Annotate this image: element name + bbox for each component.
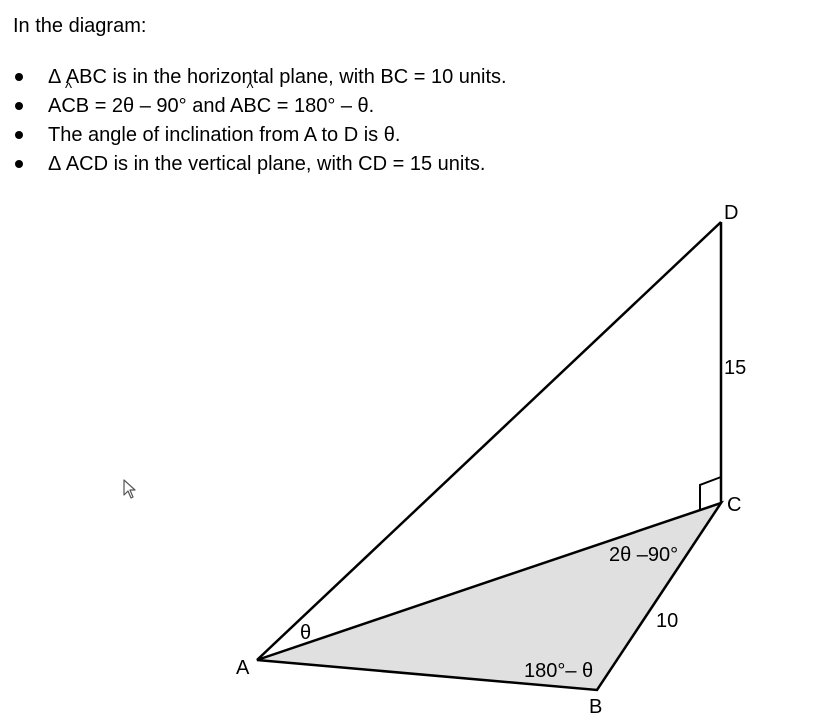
label-angle-theta: θ	[300, 622, 312, 644]
label-vertex-a: A	[236, 657, 250, 679]
label-cd-length: 15	[724, 357, 747, 379]
label-bc-length: 10	[656, 610, 679, 632]
given-text-part: A	[48, 95, 62, 117]
given-text: Δ ABC is in the horizontal plane, with BC = 10 units.	[48, 66, 507, 88]
angle-hat-vertex: ^ B	[243, 93, 256, 119]
intro-text: In the diagram:	[13, 15, 147, 37]
label-vertex-d: D	[724, 202, 739, 224]
angle-hat-vertex: ^ C	[61, 93, 75, 119]
given-text: Δ ACD is in the vertical plane, with CD = 15 units.	[48, 153, 486, 175]
mouse-pointer-icon	[123, 479, 139, 501]
label-vertex-b: B	[589, 696, 603, 718]
given-text-part: B = 2θ – 90° and A	[75, 95, 244, 117]
given-text-part: C = 180° – θ.	[256, 95, 375, 117]
triangle-abc	[257, 503, 721, 690]
given-text: The angle of inclination from A to D is θ.	[48, 124, 401, 146]
label-angle-c: 2θ –90°	[609, 544, 679, 566]
label-angle-b: 180°– θ	[524, 660, 594, 682]
label-vertex-c: C	[727, 494, 742, 516]
